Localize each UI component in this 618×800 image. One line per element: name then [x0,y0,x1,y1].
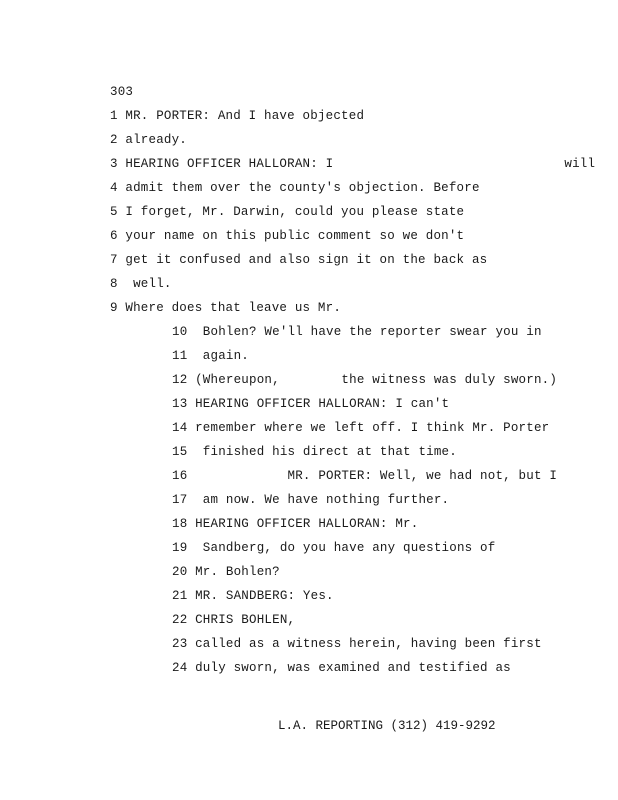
transcript-line-17: 17 am now. We have nothing further. [172,493,450,507]
transcript-line-8: 8 well. [110,277,172,291]
transcript-line-4: 4 admit them over the county's objection. Before [110,181,480,195]
transcript-line-20: 20 Mr. Bohlen? [172,565,280,579]
footer-reporter-info: L.A. REPORTING (312) 419-9292 [278,719,496,733]
transcript-line-12: 12 (Whereupon, the witness was duly sworn.) [172,373,558,387]
transcript-line-13: 13 HEARING OFFICER HALLORAN: I can't [172,397,450,411]
transcript-line-5: 5 I forget, Mr. Darwin, could you please state [110,205,465,219]
transcript-line-15: 15 finished his direct at that time. [172,445,457,459]
transcript-line-2: 2 already. [110,133,188,147]
transcript-line-9: 9 Where does that leave us Mr. [110,301,342,315]
page-number: 303 [110,85,134,99]
transcript-line-11: 11 again. [172,349,250,363]
transcript-line-24: 24 duly sworn, was examined and testified as [172,661,511,675]
transcript-line-6: 6 your name on this public comment so we don't [110,229,465,243]
transcript-line-21: 21 MR. SANDBERG: Yes. [172,589,334,603]
transcript-line-23: 23 called as a witness herein, having been first [172,637,542,651]
transcript-line-1: 1 MR. PORTER: And I have objected [110,109,365,123]
transcript-line-10: 10 Bohlen? We'll have the reporter swear you in [172,325,542,339]
transcript-line-22: 22 CHRIS BOHLEN, [172,613,296,627]
transcript-line-19: 19 Sandberg, do you have any questions of [172,541,496,555]
transcript-line-7: 7 get it confused and also sign it on the back as [110,253,488,267]
transcript-line-18: 18 HEARING OFFICER HALLORAN: Mr. [172,517,419,531]
transcript-line-16: 16 MR. PORTER: Well, we had not, but I [172,469,558,483]
transcript-line-14: 14 remember where we left off. I think Mr. Porter [172,421,550,435]
transcript-line-3: 3 HEARING OFFICER HALLORAN: I will [110,157,596,171]
